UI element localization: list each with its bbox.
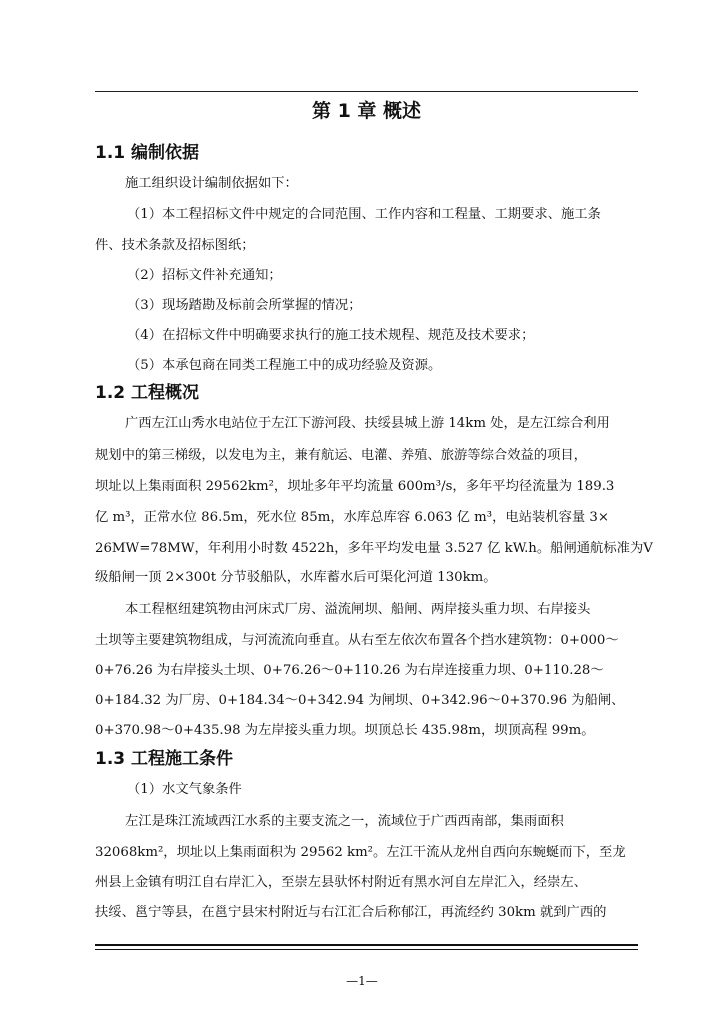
paragraph-line: 0+370.98～0+435.98 为左岸接头重力坝。坝顶总长 435.98m，坝顶高程 99m。 [95,723,595,738]
paragraph-line: 州县上金镇有明江自右岸汇入，至崇左县驮怀村附近有黑水河自左岸汇入，经崇左、 [95,875,587,890]
paragraph-line: 本工程枢纽建筑物由河床式厂房、溢流闸坝、船闸、两岸接头重力坝、右岸接头 [125,602,591,617]
paragraph-line: 坝址以上集雨面积 29562km²，坝址多年平均流量 600m³/s，多年平均径流量为 189.3 [95,479,615,494]
chapter-title: 第 1 章 概述 [311,100,422,122]
paragraph-line: 左江是珠江流域西江水系的主要支流之一，流域位于广西西南部，集雨面积 [125,814,564,829]
paragraph-line: 32068km²，坝址以上集雨面积为 29562 km²。左江干流从龙州自西向东蜿蜒而下，至龙 [95,845,626,860]
paragraph-line: 级船闸一顶 2×300t 分节驳船队，水库蓄水后可渠化河道 130km。 [95,570,497,585]
paragraph-line: 26MW=78MW，年利用小时数 4522h，多年平均发电量 3.527 亿 kW.h。船闸通航标准为Ⅴ [95,541,653,556]
paragraph-line: 土坝等主要建筑物组成，与河流流向垂直。从右至左依次布置各个挡水建筑物：0+000～ [95,633,619,648]
header-rule [95,91,638,92]
footer-rule-thick [95,944,638,946]
paragraph-line: 亿 m³，正常水位 86.5m，死水位 85m，水库总库容 6.063 亿 m³，电站装机容量 3× [95,510,610,525]
list-item-continuation: 件、技术条款及招标图纸； [95,238,255,253]
paragraph-line: 施工组织设计编制依据如下： [125,176,298,191]
page-number: —1— [346,974,378,988]
list-item: （3）现场踏勘及标前会所掌握的情况； [127,298,362,313]
list-item: （4）在招标文件中明确要求执行的施工技术规程、规范及技术要求； [127,328,535,343]
paragraph-line: 0+76.26 为右岸接头土坝、0+76.26～0+110.26 为右岸连接重力坝、0+110.28～ [95,663,604,678]
paragraph-line: 广西左江山秀水电站位于左江下游河段、扶绥县城上游 14km 处，是左江综合利用 [125,416,610,431]
section-heading-1-1: 1.1 编制依据 [95,143,200,163]
list-item: （1）本工程招标文件中规定的合同范围、工作内容和工程量、工期要求、施工条 [127,207,601,222]
list-item: （2）招标文件补充通知； [127,268,282,283]
paragraph-line: 规划中的第三梯级，以发电为主，兼有航运、电灌、养殖、旅游等综合效益的项目， [95,448,587,463]
paragraph-line: 0+184.32 为厂房、0+184.34～0+342.94 为闸坝、0+342.96～0+370.96 为船闸、 [95,693,625,708]
paragraph-line: 扶绥、邕宁等县，在邕宁县宋村附近与右江汇合后称郁江，再流经约 30km 就到广西的 [95,905,607,920]
footer-rule-thin [95,949,638,950]
list-item: （5）本承包商在同类工程施工中的成功经验及资源。 [127,358,442,373]
section-heading-1-2: 1.2 工程概况 [95,383,200,403]
subsection-title: （1）水文气象条件 [127,782,242,797]
section-heading-1-3: 1.3 工程施工条件 [95,749,234,769]
